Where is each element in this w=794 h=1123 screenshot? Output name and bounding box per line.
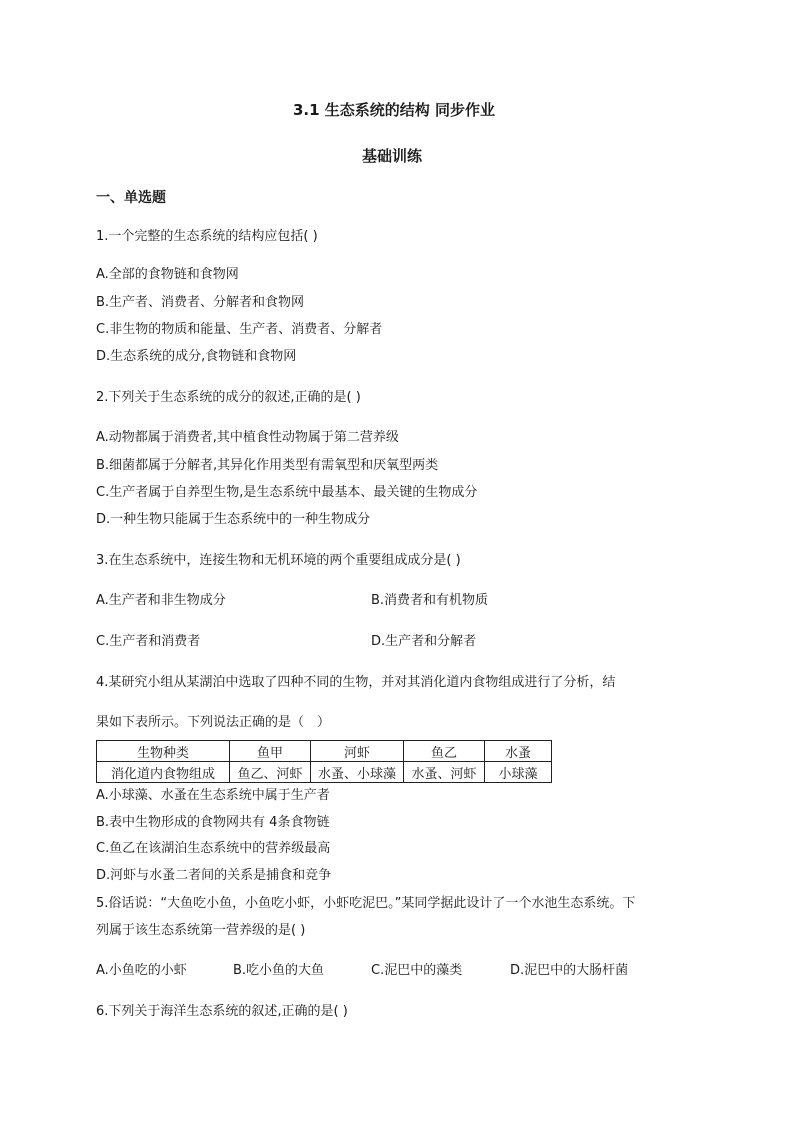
section-heading: 一、单选题	[96, 190, 166, 206]
question-4-stem-line-2: 果如下表所示。下列说法正确的是（ ）	[96, 715, 331, 730]
question-3-option-c: C.生产者和消费者	[96, 634, 201, 649]
document-subtitle: 基础训练	[362, 147, 423, 165]
question-4-option-d: D.河虾与水蚤二者间的关系是捕食和竞争	[96, 868, 332, 883]
question-4-stem-line-1: 4.某研究小组从某湖泊中选取了四种不同的生物，并对其消化道内食物组成进行了分析，结	[96, 675, 616, 690]
question-4-option-b: B.表中生物形成的食物网共有 4条食物链	[96, 815, 330, 830]
question-5-stem-line-1: 5.俗话说：“大鱼吃小鱼，小鱼吃小虾，小虾吃泥巴。”某同学据此设计了一个水池生态系统。下	[96, 896, 636, 911]
document-title: 3.1 生态系统的结构 同步作业	[293, 101, 496, 119]
question-2-stem: 2.下列关于生态系统的成分的叙述,正确的是( )	[96, 390, 361, 405]
question-4-option-a: A.小球藻、水蚤在生态系统中属于生产者	[96, 788, 330, 803]
table-header-cell: 水蚤	[485, 741, 552, 762]
table-header-cell: 河虾	[311, 741, 404, 762]
table-header-cell: 鱼乙	[404, 741, 485, 762]
question-5-stem-line-2: 列属于该生态系统第一营养级的是( )	[96, 923, 306, 938]
question-2-option-a: A.动物都属于消费者,其中植食性动物属于第二营养级	[96, 430, 399, 445]
question-1-stem: 1.一个完整的生态系统的结构应包括( )	[96, 229, 318, 244]
table-header-row	[97, 741, 552, 762]
table-cell: 小球藻	[485, 762, 552, 783]
question-6-stem: 6.下列关于海洋生态系统的叙述,正确的是( )	[96, 1004, 348, 1019]
question-1-option-d: D.生态系统的成分,食物链和食物网	[96, 349, 297, 364]
question-3-stem: 3.在生态系统中，连接生物和无机环境的两个重要组成成分是( )	[96, 553, 461, 568]
table-cell: 水蚤、河虾	[404, 762, 485, 783]
food-composition-table	[96, 740, 552, 783]
question-5-option-d: D.泥巴中的大肠杆菌	[510, 963, 629, 978]
question-4-option-c: C.鱼乙在该湖泊生态系统中的营养级最高	[96, 841, 331, 856]
question-2-option-b: B.细菌都属于分解者,其异化作用类型有需氧型和厌氧型两类	[96, 458, 439, 473]
question-1-option-b: B.生产者、消费者、分解者和食物网	[96, 295, 305, 310]
table-header-cell: 鱼甲	[230, 741, 311, 762]
question-5-option-b: B.吃小鱼的大鱼	[233, 963, 325, 978]
question-2-option-d: D.一种生物只能属于生态系统中的一种生物成分	[96, 512, 371, 527]
question-3-option-b: B.消费者和有机物质	[371, 593, 489, 608]
table-cell: 消化道内食物组成	[97, 762, 230, 783]
question-2-option-c: C.生产者属于自养型生物,是生态系统中最基本、最关键的生物成分	[96, 485, 478, 500]
question-1-option-a: A.全部的食物链和食物网	[96, 267, 239, 282]
question-5-option-c: C.泥巴中的藻类	[371, 963, 463, 978]
table-row	[97, 762, 552, 783]
question-3-option-a: A.生产者和非生物成分	[96, 593, 226, 608]
table-cell: 鱼乙、河虾	[230, 762, 311, 783]
question-3-option-d: D.生产者和分解者	[371, 634, 477, 649]
table-cell: 水蚤、小球藻	[311, 762, 404, 783]
question-5-option-a: A.小鱼吃的小虾	[96, 963, 187, 978]
table-header-cell: 生物种类	[97, 741, 230, 762]
question-1-option-c: C.非生物的物质和能量、生产者、消费者、分解者	[96, 322, 383, 337]
